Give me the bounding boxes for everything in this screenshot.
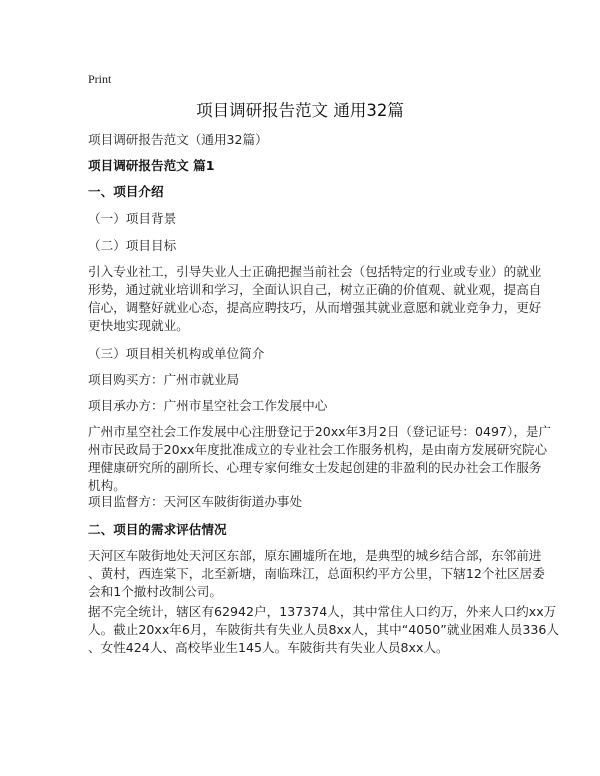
text-line: 州市民政局于20xx年度批准成立的专业社会工作服务机构，是由南方发展研究院心 [88,442,548,457]
text-line: 、女性424人、高校毕业生145人。车陂街共有失业人员8xx人。 [88,640,449,655]
text-line: 理健康研究所的副所长、心理专家何维女士发起创建的非盈利的民办社会工作服务 [88,460,542,475]
heading-project-intro: 一、项目介绍 [88,184,164,199]
heading-goals: （二）项目目标 [88,238,177,253]
supervisor-text: 项目监督方：天河区车陂街街道办事处 [88,494,303,509]
text-line: 、黄村，西连棠下，北至新塘，南临珠江，总面积约平方公里，下辖12个社区居委 [88,566,545,581]
page-title: 项目调研报告范文 通用32篇 [196,101,404,120]
text-line: 形势，通过就业培训和学习，全面认识自己，树立正确的价值观、就业观，提高自 [88,282,542,297]
text-line: 天河区车陂街地处天河区东部，原东圃墟所在地，是典型的城乡结合部，东邻前进 [88,548,542,563]
paragraph-organization [88,423,551,495]
text-line: 更快地实现就业。 [88,318,189,333]
text-line: 机构。 [88,478,126,493]
contractor-text: 项目承办方：广州市星空社会工作发展中心 [88,398,328,413]
text-line: 会和1个撤村改制公司。 [88,584,222,599]
text-line: 信心，调整好就业心态，提高应聘技巧，从而增强其就业意愿和就业竞争力，更好 [88,300,542,315]
text-line: 人。截止20xx年6月，车陂街共有失业人员8xx人，其中“4050”就业困难人员336人 [88,622,560,637]
paragraph-area [88,547,545,601]
heading-background: （一）项目背景 [88,211,177,226]
paragraph-goals [88,263,541,335]
print-label: Print [88,72,112,86]
section-title: 项目调研报告范文 篇1 [88,158,215,173]
paragraph-statistics [88,603,559,657]
heading-organizations: （三）项目相关机构或单位简介 [88,346,265,361]
text-line: 引入专业社工，引导失业人士正确把握当前社会（包括特定的行业或专业）的就业 [88,264,542,279]
subtitle: 项目调研报告范文（通用32篇） [88,132,268,147]
text-line: 据不完全统计，辖区有62942户，137374人，其中常住人口约万，外来人口约xx万 [88,604,557,619]
text-line: 广州市星空社会工作发展中心注册登记于20xx年3月2日（登记证号：0497），是广 [88,424,552,439]
buyer-text: 项目购买方：广州市就业局 [88,372,240,387]
heading-needs-assessment: 二、项目的需求评估情况 [88,522,227,537]
